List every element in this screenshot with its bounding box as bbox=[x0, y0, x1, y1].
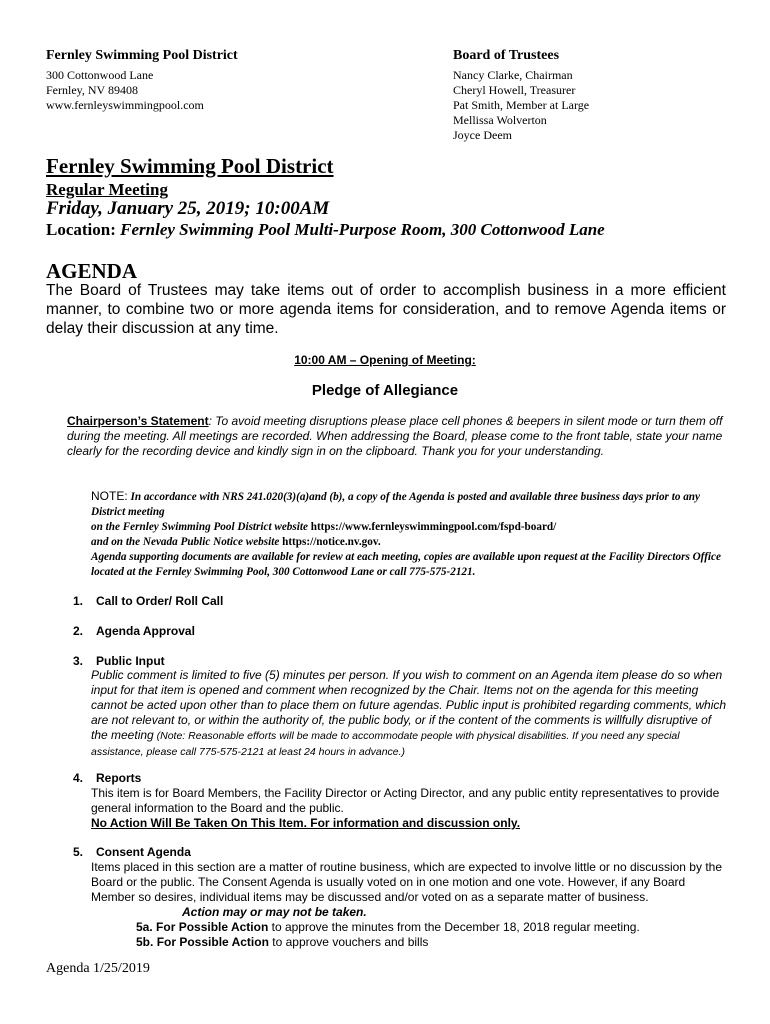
sub-item-5a bbox=[136, 920, 640, 934]
item-number: 2. bbox=[73, 624, 84, 638]
chair-text: : To avoid meeting disruptions please place cell phones & beepers in silent mode or turn them off during the meeting. All meetings are recorded. When addressing the Board, please come to the front table, state your name clearly for the recording device and kindly sign in on the clipboard. Thank you for your understanding. bbox=[67, 414, 723, 458]
meeting-type: Regular Meeting bbox=[46, 180, 168, 199]
agenda-item-1 bbox=[73, 594, 223, 608]
reports-no-action: No Action Will Be Taken On This Item. For information and discussion only. bbox=[91, 816, 521, 830]
reports-body bbox=[91, 786, 727, 831]
chairperson-statement bbox=[67, 414, 727, 459]
website-text: www.fernleyswimmingpool.com bbox=[46, 98, 204, 112]
sub-item-5b bbox=[136, 935, 428, 949]
board-member: Mellissa Wolverton bbox=[453, 113, 547, 127]
address-line-1: 300 Cottonwood Lane bbox=[46, 68, 154, 82]
note-line-2: on the Fernley Swimming Pool District website bbox=[91, 521, 308, 533]
board-member: Cheryl Howell, Treasurer bbox=[453, 83, 576, 97]
meeting-date: Friday, January 25, 2019; 10:00AM bbox=[46, 198, 330, 219]
address-line-2: Fernley, NV 89408 bbox=[46, 83, 138, 97]
pledge-of-allegiance: Pledge of Allegiance bbox=[311, 382, 459, 399]
location-label: Location: bbox=[46, 220, 116, 239]
location-value: Fernley Swimming Pool Multi-Purpose Room, 300 Cottonwood Lane bbox=[120, 220, 605, 239]
opening-text: 10:00 AM – Opening of Meeting: bbox=[294, 353, 476, 367]
agenda-item-5 bbox=[73, 845, 191, 859]
agenda-item-4 bbox=[73, 771, 141, 785]
note-line-1: In accordance with NRS 241.020(3)(a)and (b), a copy of the Agenda is posted and available three business days prior to any District meeting bbox=[91, 491, 700, 518]
board-title: Board of Trustees bbox=[453, 48, 560, 63]
agenda-item-2 bbox=[73, 624, 195, 638]
sub-item-text: to approve vouchers and bills bbox=[268, 935, 429, 949]
reports-text: This item is for Board Members, the Facility Director or Acting Director, and any public entity representatives to provide general information to the Board and the public. bbox=[91, 786, 720, 815]
item-number: 5. bbox=[73, 845, 84, 859]
action-note: Action may or may not be taken. bbox=[182, 905, 367, 919]
org-name: Fernley Swimming Pool District bbox=[46, 48, 238, 63]
district-website-link[interactable]: https://www.fernleyswimmingpool.com/fspd-board/ bbox=[310, 521, 557, 533]
district-contact-block bbox=[46, 47, 406, 113]
board-member: Nancy Clarke, Chairman bbox=[453, 68, 573, 82]
board-member: Joyce Deem bbox=[453, 128, 512, 142]
sub-item-number: 5b. bbox=[136, 935, 154, 949]
board-member: Pat Smith, Member at Large bbox=[453, 98, 590, 112]
note-label: NOTE: bbox=[91, 489, 128, 503]
item-number: 1. bbox=[73, 594, 84, 608]
sub-item-number: 5a. bbox=[136, 920, 153, 934]
agenda-heading: AGENDA bbox=[46, 259, 138, 283]
opening-of-meeting bbox=[0, 353, 770, 367]
item-number: 3. bbox=[73, 654, 84, 668]
sub-item-label: For Possible Action bbox=[156, 935, 269, 949]
sub-item-label: For Possible Action bbox=[156, 920, 269, 934]
nrs-note bbox=[91, 489, 731, 580]
page-footer: Agenda 1/25/2019 bbox=[46, 961, 150, 976]
sub-item-text: to approve the minutes from the December 18, 2018 regular meeting. bbox=[268, 920, 640, 934]
note-line-3: and on the Nevada Public Notice website bbox=[91, 536, 280, 548]
public-input-body bbox=[91, 668, 727, 760]
public-notice-link[interactable]: https://notice.nv.gov. bbox=[282, 536, 381, 548]
item-title: Agenda Approval bbox=[96, 624, 195, 638]
public-input-text: Public comment is limited to five (5) minutes per person. If you wish to comment on an Agenda item please do so when input for that item is opened and comment when recognized by the Chair. Items not on the agenda for this meeting cannot be acted upon other than to place them on future agendas. Public input is prohibited regarding comments, which are not relevant to, or within the authority of, the public body, or if the content of the comments is willfully disruptive of the meeting bbox=[91, 668, 727, 742]
item-title: Reports bbox=[96, 771, 142, 785]
item-number: 4. bbox=[73, 771, 84, 785]
consent-agenda-body: Items placed in this section are a matter of routine business, which are expected to involve little or no discussion by the Board or the public. The Consent Agenda is usually voted on in one motion and one vote. However, if any Board Member so desires, individual items may be discussed and/or voted on as a separate matter of business. bbox=[91, 860, 722, 904]
item-title: Consent Agenda bbox=[96, 845, 191, 859]
note-line-4: Agenda supporting documents are available for review at each meeting, copies are available upon request at the Facility Directors Office located at the Fernley Swimming Pool, 300 Cottonwood Lane or call 775-575-2121. bbox=[91, 551, 721, 578]
meeting-title: Fernley Swimming Pool District bbox=[46, 154, 334, 178]
agenda-intro: The Board of Trustees may take items out of order to accomplish business in a more efficient manner, to combine two or more agenda items for consideration, and to remove Agenda items or delay their discussion at any time. bbox=[46, 282, 726, 337]
board-block bbox=[453, 47, 753, 143]
chair-label: Chairperson’s Statement bbox=[67, 414, 209, 428]
agenda-item-3 bbox=[73, 654, 165, 668]
meeting-location bbox=[46, 220, 605, 240]
item-title: Call to Order/ Roll Call bbox=[96, 594, 224, 608]
public-input-note: (Note: Reasonable efforts will be made to accommodate people with physical disabilities. If you need any special assistance, please call 775-575-2121 at least 24 hours in advance.) bbox=[91, 730, 680, 758]
item-title: Public Input bbox=[96, 654, 165, 668]
